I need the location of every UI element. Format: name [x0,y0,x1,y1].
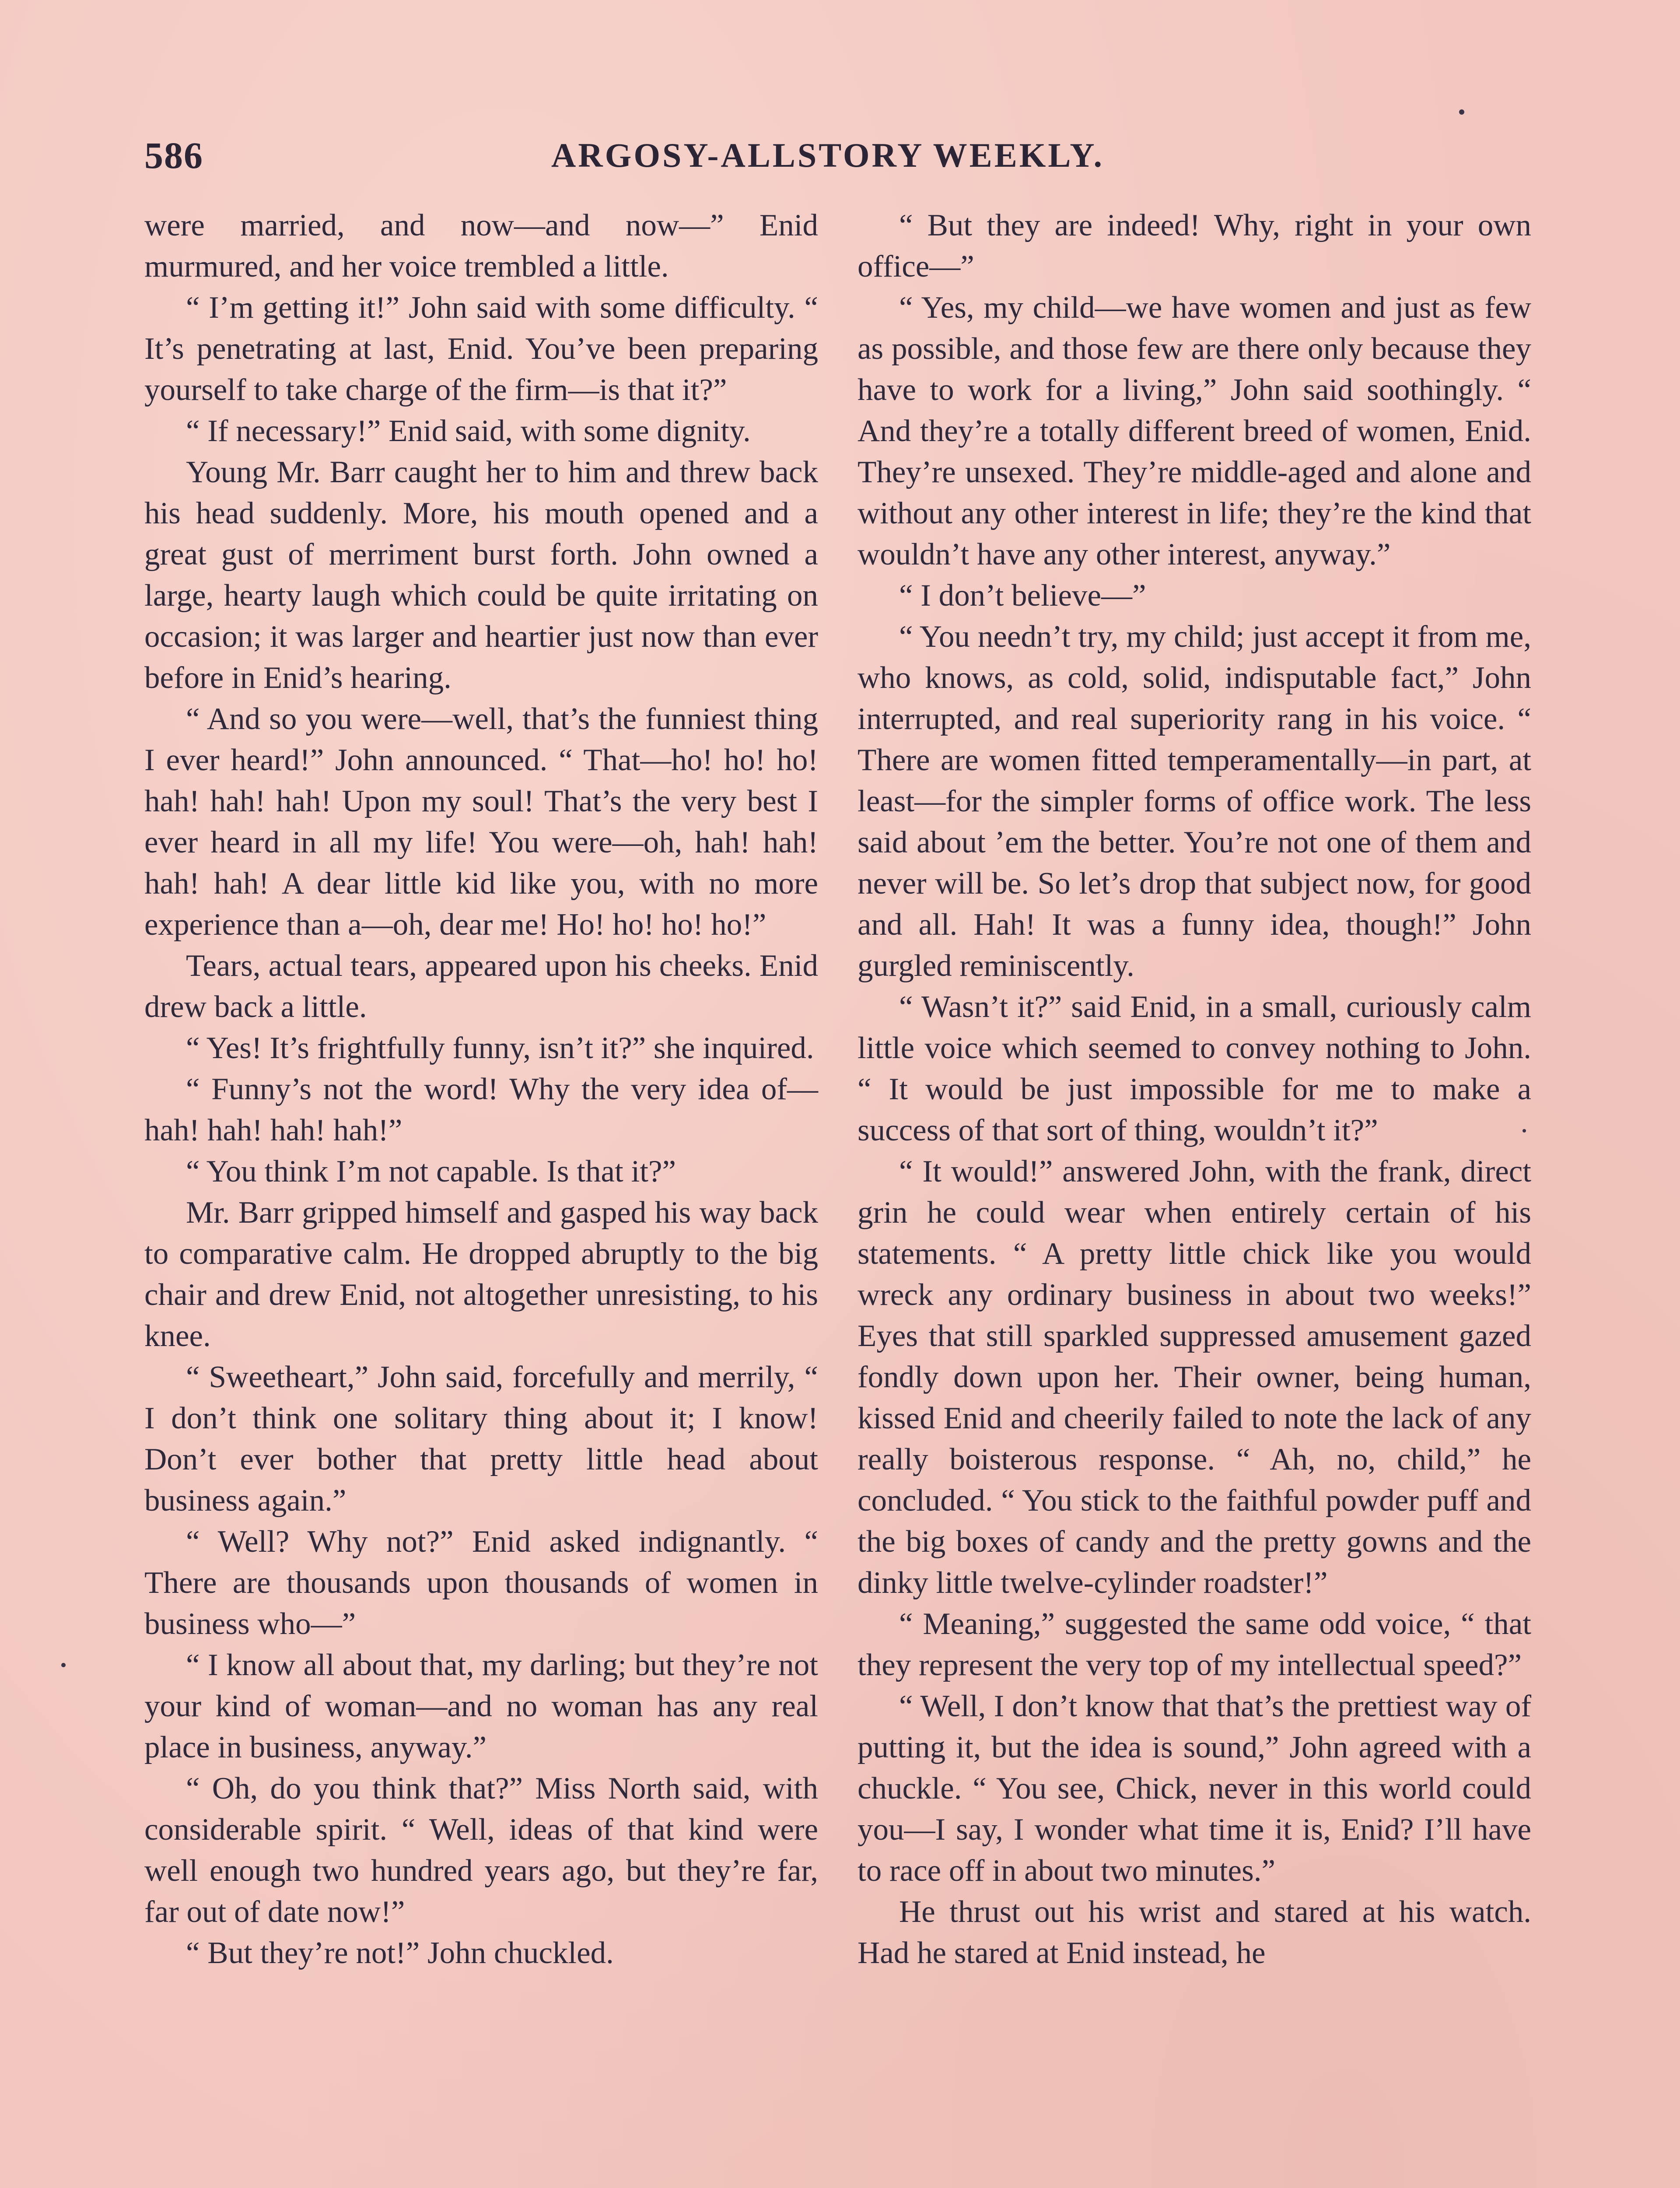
running-title: ARGOSY-ALLSTORY WEEKLY. [551,136,1104,174]
paragraph: “ But they’re not!” John chuckled. [186,1936,614,1970]
paragraph: “ Well? Why not?” Enid asked indignantly. “ There are thousands upon thousands of women in business who—” [144,1525,818,1641]
left-text-column [144,205,818,1974]
paragraph: “ Meaning,” suggested the same odd voice, “ that they represent the very top of my intellectual speed?” [858,1607,1531,1682]
page-number: 586 [144,134,203,176]
paragraph: “ Yes! It’s frightfully funny, isn’t it?” she inquired. [186,1031,814,1065]
ink-speck [1522,1129,1526,1133]
paragraph: “ Yes, my child—we have women and just as few as possible, and those few are there only because they have to work for a living,” John said soothingly. “ And they’re a totally different breed of women, Enid. They’re unsexed. They’re middle-aged and alone and without any other interest in life; they’re the kind that wouldn’t have any other interest, anyway.” [858,291,1531,572]
page-header [144,131,1531,184]
paragraph: “ You needn’t try, my child; just accept it from me, who knows, as cold, solid, indisputable fact,” John interrupted, and real superiority rang in his voice. “ There are women fitted temperamentally—in part, at least—for the simpler forms of office work. The less said about ’em the better. You’re not one of them and never will be. So let’s drop that subject now, for good and all. Hah! It was a funny idea, though!” John gurgled reminiscently. [858,620,1531,983]
paragraph: “ You think I’m not capable. Is that it?” [186,1154,676,1189]
paragraph: “ Funny’s not the word! Why the very idea of—hah! hah! hah! hah!” [144,1072,818,1147]
paragraph: Tears, actual tears, appeared upon his cheeks. Enid drew back a little. [144,949,818,1024]
paragraph: “ If necessary!” Enid said, with some dignity. [186,414,751,448]
paragraph: “ Well, I don’t know that that’s the prettiest way of putting it, but the idea is sound,” John agreed with a chuckle. “ You see, Chick, never in this world could you—I say, I wonder what time it is, Enid? I’ll have to race off in about two minutes.” [858,1689,1531,1888]
paragraph: “ Sweetheart,” John said, forcefully and merrily, “ I don’t think one solitary thing about it; I know! Don’t ever bother that pretty little head about business again.” [144,1360,818,1518]
paragraph: “ But they are indeed! Why, right in your own office—” [858,208,1531,284]
paragraph: “ I know all about that, my darling; but they’re not your kind of woman—and no woman has any real place in business, anyway.” [144,1648,818,1764]
paragraph: “ I don’t believe—” [899,579,1146,613]
paragraph: were married, and now—and now—” Enid murmured, and her voice trembled a little. [144,208,818,284]
ink-speck [61,1663,66,1667]
right-text-column [858,205,1531,1974]
paragraph: “ I’m getting it!” John said with some difficulty. “ It’s penetrating at last, Enid. You’ve been preparing yourself to take charge of the firm—is that it?” [144,291,818,407]
paragraph: “ Oh, do you think that?” Miss North said, with considerable spirit. “ Well, ideas of that kind were well enough two hundred years ago, but they’re far, far out of date now!” [144,1771,818,1929]
paragraph: “ Wasn’t it?” said Enid, in a small, curiously calm little voice which seemed to convey nothing to John. “ It would be just impossible for me to make a success of that sort of thing, wouldn’t it?” [858,990,1531,1147]
paragraph: Young Mr. Barr caught her to him and threw back his head suddenly. More, his mouth opened and a great gust of merriment burst forth. John owned a large, hearty laugh which could be quite irritating on occasion; it was larger and heartier just now than ever before in Enid’s hearing. [144,455,818,695]
paragraph: Mr. Barr gripped himself and gasped his way back to comparative calm. He dropped abruptly to the big chair and drew Enid, not altogether unresisting, to his knee. [144,1196,818,1353]
ink-speck [1459,109,1464,115]
paragraph: “ And so you were—well, that’s the funniest thing I ever heard!” John announced. “ That—ho! ho! ho! hah! hah! hah! Upon my soul! That’s the very best I ever heard in all my life! You were—oh, hah! hah! hah! hah! A dear little kid like you, with no more experience than a—oh, dear me! Ho! ho! ho! ho!” [144,702,818,942]
paragraph: He thrust out his wrist and stared at his watch. Had he stared at Enid instead, he [858,1895,1531,1970]
paragraph: “ It would!” answered John, with the frank, direct grin he could wear when entirely certain of his statements. “ A pretty little chick like you would wreck any ordinary business in about two weeks!” Eyes that still sparkled suppressed amusement gazed fondly down upon her. Their owner, being human, kissed Enid and cheerily failed to note the lack of any really boisterous response. “ Ah, no, child,” he concluded. “ You stick to the faithful powder puff and the big boxes of candy and the pretty gowns and the dinky little twelve-cylinder roadster!” [858,1154,1531,1600]
